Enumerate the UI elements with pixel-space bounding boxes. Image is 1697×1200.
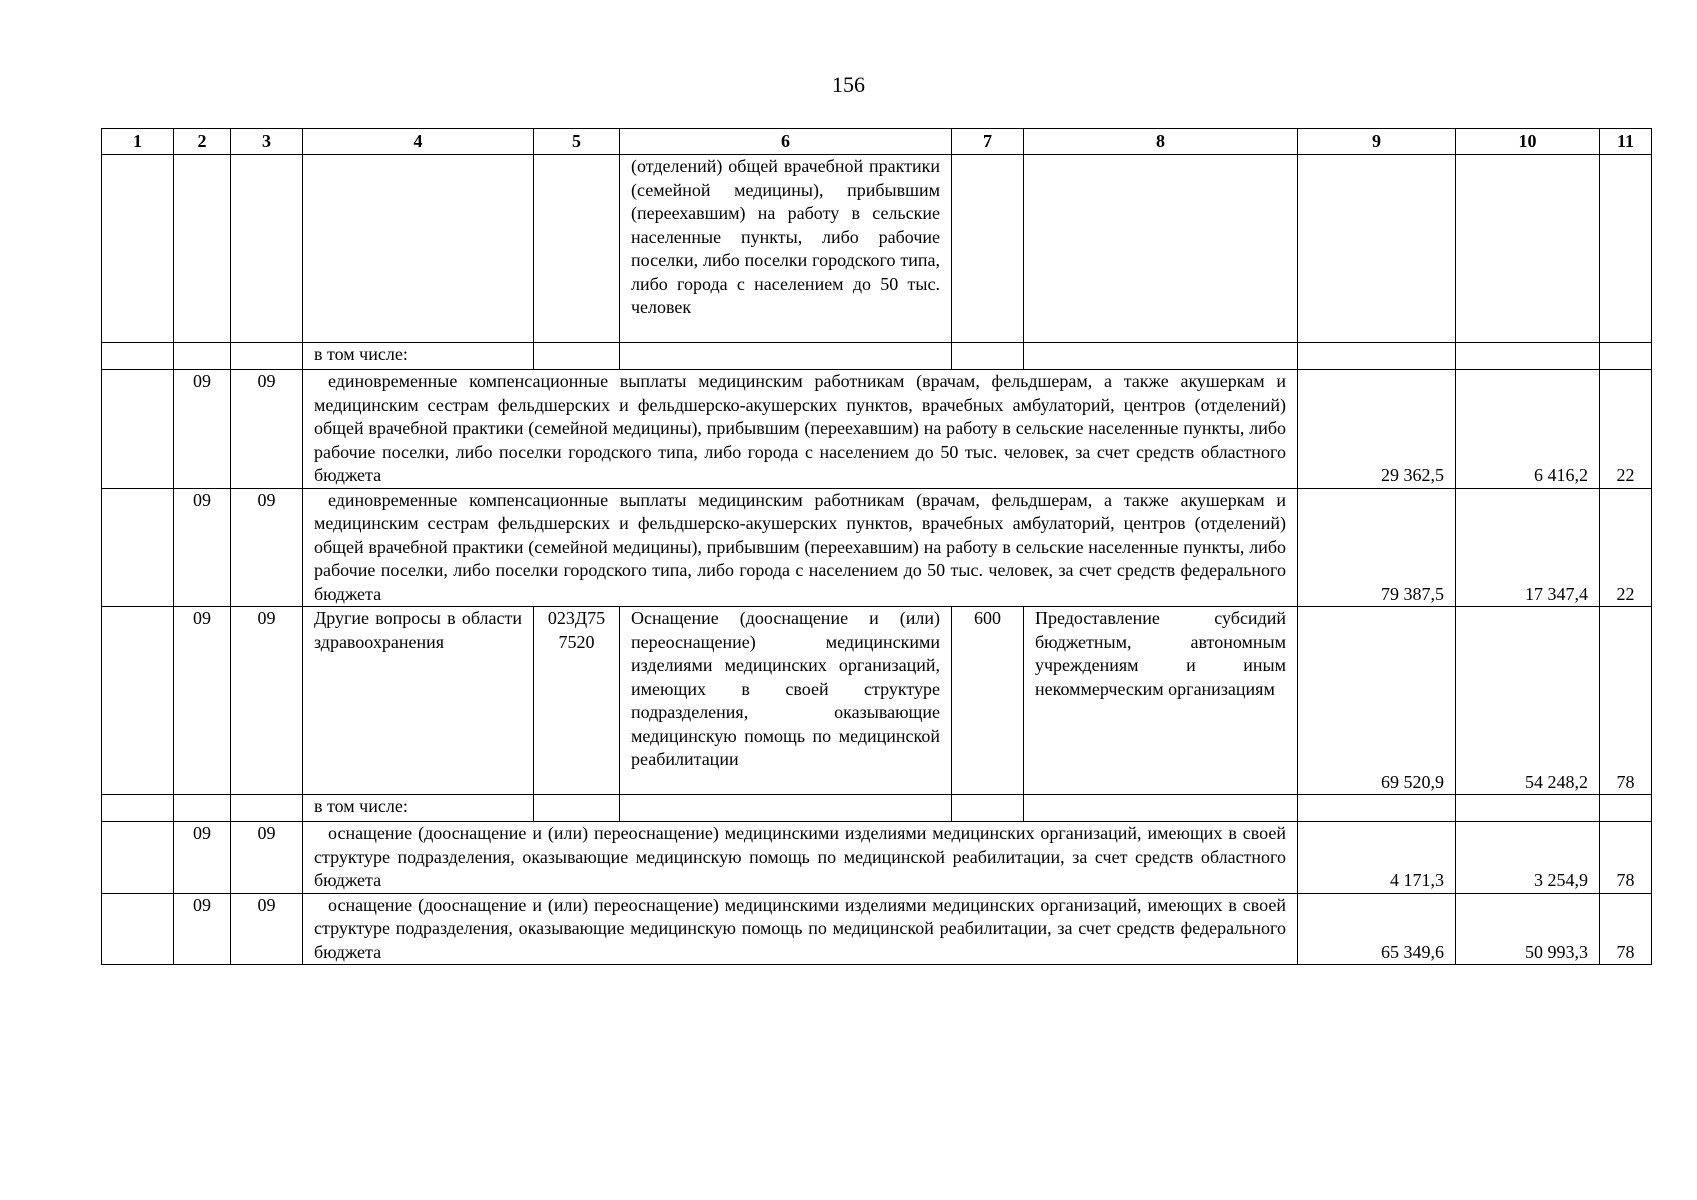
table-cell (1298, 795, 1456, 822)
table-cell (231, 343, 303, 370)
page-number: 156 (832, 72, 865, 97)
target-article-cell: 023Д75 7520 (534, 607, 620, 795)
column-header-7: 7 (952, 129, 1024, 155)
table-cell (102, 893, 174, 965)
category-cell: Другие вопросы в области здравоохранения (303, 607, 534, 795)
merged-description-cell: единовременные компенсационные выплаты медицинским работникам (врачам, фельдшерам, а также акушеркам и медицинским сестрам фельдшерских и фельдшерско-акушерских пунктов, врачебных амбулаторий, центров (отделений) общей врачебной практики (семейной медицины), прибывшим (переехавшим) на работу в сельские населенные пункты, либо рабочие поселки, либо поселки городского типа, либо города с населением до 50 тыс. человек, за счет средств федерального бюджета (303, 488, 1298, 607)
table-cell (174, 795, 231, 822)
section-code-cell: 09 (174, 488, 231, 607)
code-cell: 22 (1600, 488, 1652, 607)
table-cell (102, 795, 174, 822)
table-row (102, 155, 1652, 343)
code-cell: 78 (1600, 893, 1652, 965)
table-cell (1600, 155, 1652, 343)
amount-cell: 65 349,6 (1298, 893, 1456, 965)
amount-cell: 69 520,9 (1298, 607, 1456, 795)
budget-table (101, 128, 1652, 965)
table-cell (102, 370, 174, 489)
table-row (102, 488, 1652, 607)
table-cell (952, 155, 1024, 343)
amount-cell: 79 387,5 (1298, 488, 1456, 607)
table-cell (534, 155, 620, 343)
table-cell (1456, 795, 1600, 822)
column-header-11: 11 (1600, 129, 1652, 155)
column-header-9: 9 (1298, 129, 1456, 155)
section-code-cell: 09 (174, 893, 231, 965)
table-cell (1024, 795, 1298, 822)
merged-description-cell: оснащение (дооснащение и (или) переоснащение) медицинскими изделиями медицинских организаций, имеющих в своей структуре подразделения, оказывающие медицинскую помощь по медицинской реабилитации, за счет средств областного бюджета (303, 822, 1298, 894)
table-row (102, 607, 1652, 795)
column-header-1: 1 (102, 129, 174, 155)
table-row (102, 370, 1652, 489)
table-cell (231, 155, 303, 343)
code-cell: 22 (1600, 370, 1652, 489)
column-header-8: 8 (1024, 129, 1298, 155)
table-cell (1600, 795, 1652, 822)
table-cell (1024, 155, 1298, 343)
table-cell (102, 155, 174, 343)
column-header-5: 5 (534, 129, 620, 155)
table-cell (1024, 343, 1298, 370)
table-row (102, 822, 1652, 894)
code-cell: 78 (1600, 607, 1652, 795)
table-row (102, 343, 1652, 370)
subsection-code-cell: 09 (231, 822, 303, 894)
table-row (102, 795, 1652, 822)
column-header-6: 6 (620, 129, 952, 155)
table-cell (174, 155, 231, 343)
table-cell (620, 795, 952, 822)
amount-cell: 17 347,4 (1456, 488, 1600, 607)
merged-description-cell: оснащение (дооснащение и (или) переоснащение) медицинскими изделиями медицинских организаций, имеющих в своей структуре подразделения, оказывающие медицинскую помощь по медицинской реабилитации, за счет средств федерального бюджета (303, 893, 1298, 965)
table-cell (1456, 155, 1600, 343)
table-cell (952, 343, 1024, 370)
table-cell (952, 795, 1024, 822)
table-cell (102, 488, 174, 607)
expense-type-name-cell: Предоставление субсидий бюджетным, автономным учреждениям и иным некоммерческим организациям (1024, 607, 1298, 795)
table-cell (303, 155, 534, 343)
column-header-10: 10 (1456, 129, 1600, 155)
amount-cell: 29 362,5 (1298, 370, 1456, 489)
header-row (102, 129, 1652, 155)
item-description-cell: Оснащение (дооснащение и (или) переоснащение) медицинскими изделиями медицинских организаций, имеющих в своей структуре подразделения, оказывающие медицинскую помощь по медицинской реабилитации (620, 607, 952, 795)
section-code-cell: 09 (174, 370, 231, 489)
amount-cell: 6 416,2 (1456, 370, 1600, 489)
table-cell (534, 343, 620, 370)
subsection-code-cell: 09 (231, 607, 303, 795)
amount-cell: 54 248,2 (1456, 607, 1600, 795)
table-cell (1298, 343, 1456, 370)
column-header-2: 2 (174, 129, 231, 155)
subsection-code-cell: 09 (231, 893, 303, 965)
table-cell (534, 795, 620, 822)
table-cell (1456, 343, 1600, 370)
table-cell (231, 795, 303, 822)
table-cell (174, 343, 231, 370)
amount-cell: 4 171,3 (1298, 822, 1456, 894)
section-code-cell: 09 (174, 607, 231, 795)
amount-cell: 50 993,3 (1456, 893, 1600, 965)
column-header-4: 4 (303, 129, 534, 155)
table-cell (1298, 155, 1456, 343)
subsection-code-cell: 09 (231, 488, 303, 607)
table-cell (102, 607, 174, 795)
table-cell (1600, 343, 1652, 370)
subsection-code-cell: 09 (231, 370, 303, 489)
table-cell (620, 343, 952, 370)
code-cell: 78 (1600, 822, 1652, 894)
table-row (102, 893, 1652, 965)
item-description-cell: (отделений) общей врачебной практики (семейной медицины), прибывшим (переехавшим) на работу в сельские населенные пункты, либо рабочие поселки, либо поселки городского типа, либо города с населением до 50 тыс. человек (620, 155, 952, 343)
table-cell (102, 343, 174, 370)
amount-cell: 3 254,9 (1456, 822, 1600, 894)
subheading-cell: в том числе: (303, 343, 534, 370)
table-cell (102, 822, 174, 894)
section-code-cell: 09 (174, 822, 231, 894)
column-header-3: 3 (231, 129, 303, 155)
subheading-cell: в том числе: (303, 795, 534, 822)
expense-type-cell: 600 (952, 607, 1024, 795)
merged-description-cell: единовременные компенсационные выплаты медицинским работникам (врачам, фельдшерам, а также акушеркам и медицинским сестрам фельдшерских и фельдшерско-акушерских пунктов, врачебных амбулаторий, центров (отделений) общей врачебной практики (семейной медицины), прибывшим (переехавшим) на работу в сельские населенные пункты, либо рабочие поселки, либо поселки городского типа, либо города с населением до 50 тыс. человек, за счет средств областного бюджета (303, 370, 1298, 489)
